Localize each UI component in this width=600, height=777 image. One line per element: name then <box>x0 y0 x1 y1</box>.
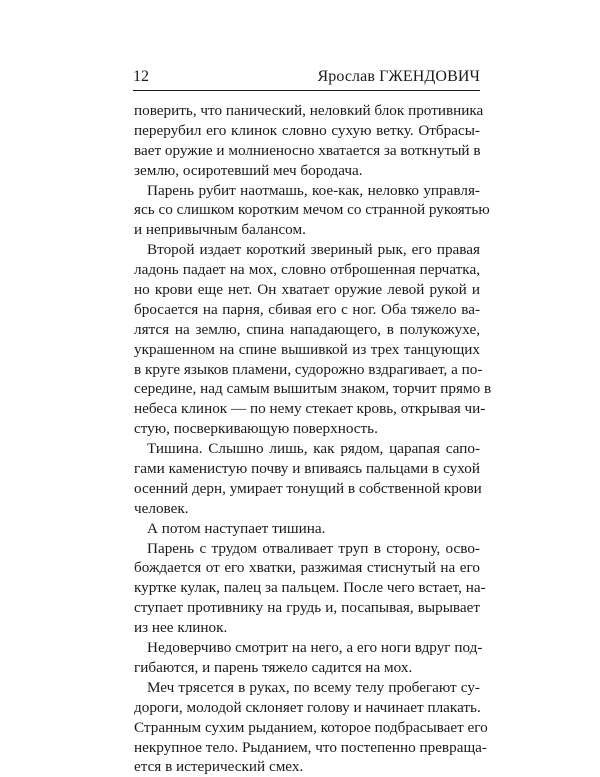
text-line: Странным сухим рыданием, которое подбрасывает его <box>134 718 488 736</box>
text-line: осенний дерн, умирает тонущий в собственной крови <box>134 479 482 497</box>
paragraph-first-line: Тишина. Слышно лишь, как рядом, царапая сапо- <box>147 440 480 458</box>
text-line: лятся на землю, спина нападающего, в полукожухе, <box>134 320 480 338</box>
paragraph-first-line: Парень с трудом отваливает труп в сторону, осво- <box>147 539 480 557</box>
text-line: землю, осиротевший меч бородача. <box>134 161 363 179</box>
text-line: бождается от его хватки, разжимая стиснутый на его <box>134 559 480 577</box>
text-line: ется в истерический смех. <box>134 758 304 776</box>
paragraph-first-line: Парень рубит наотмашь, кое-как, неловко управля- <box>147 181 480 199</box>
text-line: из нее клинок. <box>134 619 228 637</box>
text-line: вает оружие и молниеносно хватается за воткнутый в <box>134 141 481 159</box>
paragraph-first-line: Второй издает короткий звериный рык, его правая <box>147 241 480 259</box>
text-line: гами каменистую почву и впиваясь пальцами в сухой <box>134 460 480 478</box>
text-line: ступает противнику на грудь и, посапывая, вырывает <box>134 599 480 617</box>
text-line: дороги, молодой склоняет голову и начинает плакать. <box>134 698 481 716</box>
text-line: куртке кулак, палец за пальцем. После чего встает, на- <box>134 579 486 597</box>
text-line: украшенном на спине вышивкой из трех танцующих <box>134 340 480 358</box>
paragraph-first-line: Меч трясется в руках, по всему телу пробегают су- <box>147 678 480 696</box>
running-title: Ярослав ГЖЕНДОВИЧ <box>317 68 480 85</box>
text-line: некрупное тело. Рыданием, что постепенно превраща- <box>134 738 487 756</box>
text-line: стую, посверкивающую поверхность. <box>134 420 378 438</box>
text-line: ладонь падает на мох, словно отброшенная перчатка, <box>134 261 480 279</box>
paragraph-first-line: Недоверчиво смотрит на него, а его ноги вдруг под- <box>147 639 483 657</box>
text-line: в круге языков пламени, судорожно вздрагивает, а по- <box>134 360 483 378</box>
text-line: поверить, что панический, неловкий блок противника <box>134 102 484 119</box>
text-line: бросается на парня, сбивая его с ног. Оба тяжело ва- <box>134 300 480 318</box>
text-line: небеса клинок — по нему стекает кровь, открывая чи- <box>134 400 486 418</box>
text-line: ясь со слишком коротким мечом со странной рукоятью <box>134 201 490 219</box>
running-head <box>133 64 480 91</box>
text-line: середине, над самым вышитым знаком, торчит прямо в <box>134 380 492 398</box>
text-line: гибаются, и парень тяжело садится на мох. <box>134 658 413 676</box>
paragraph-first-line: А потом наступает тишина. <box>147 519 326 537</box>
text-line: человек. <box>134 499 189 517</box>
text-line: перерубил его клинок словно сухую ветку. Отбрасы- <box>134 121 480 139</box>
text-line: но крови еще нет. Он хватает оружие левой рукой и <box>134 281 480 299</box>
text-line: и непривычным балансом. <box>134 221 306 239</box>
body-text <box>134 101 492 777</box>
page-number: 12 <box>133 68 149 85</box>
